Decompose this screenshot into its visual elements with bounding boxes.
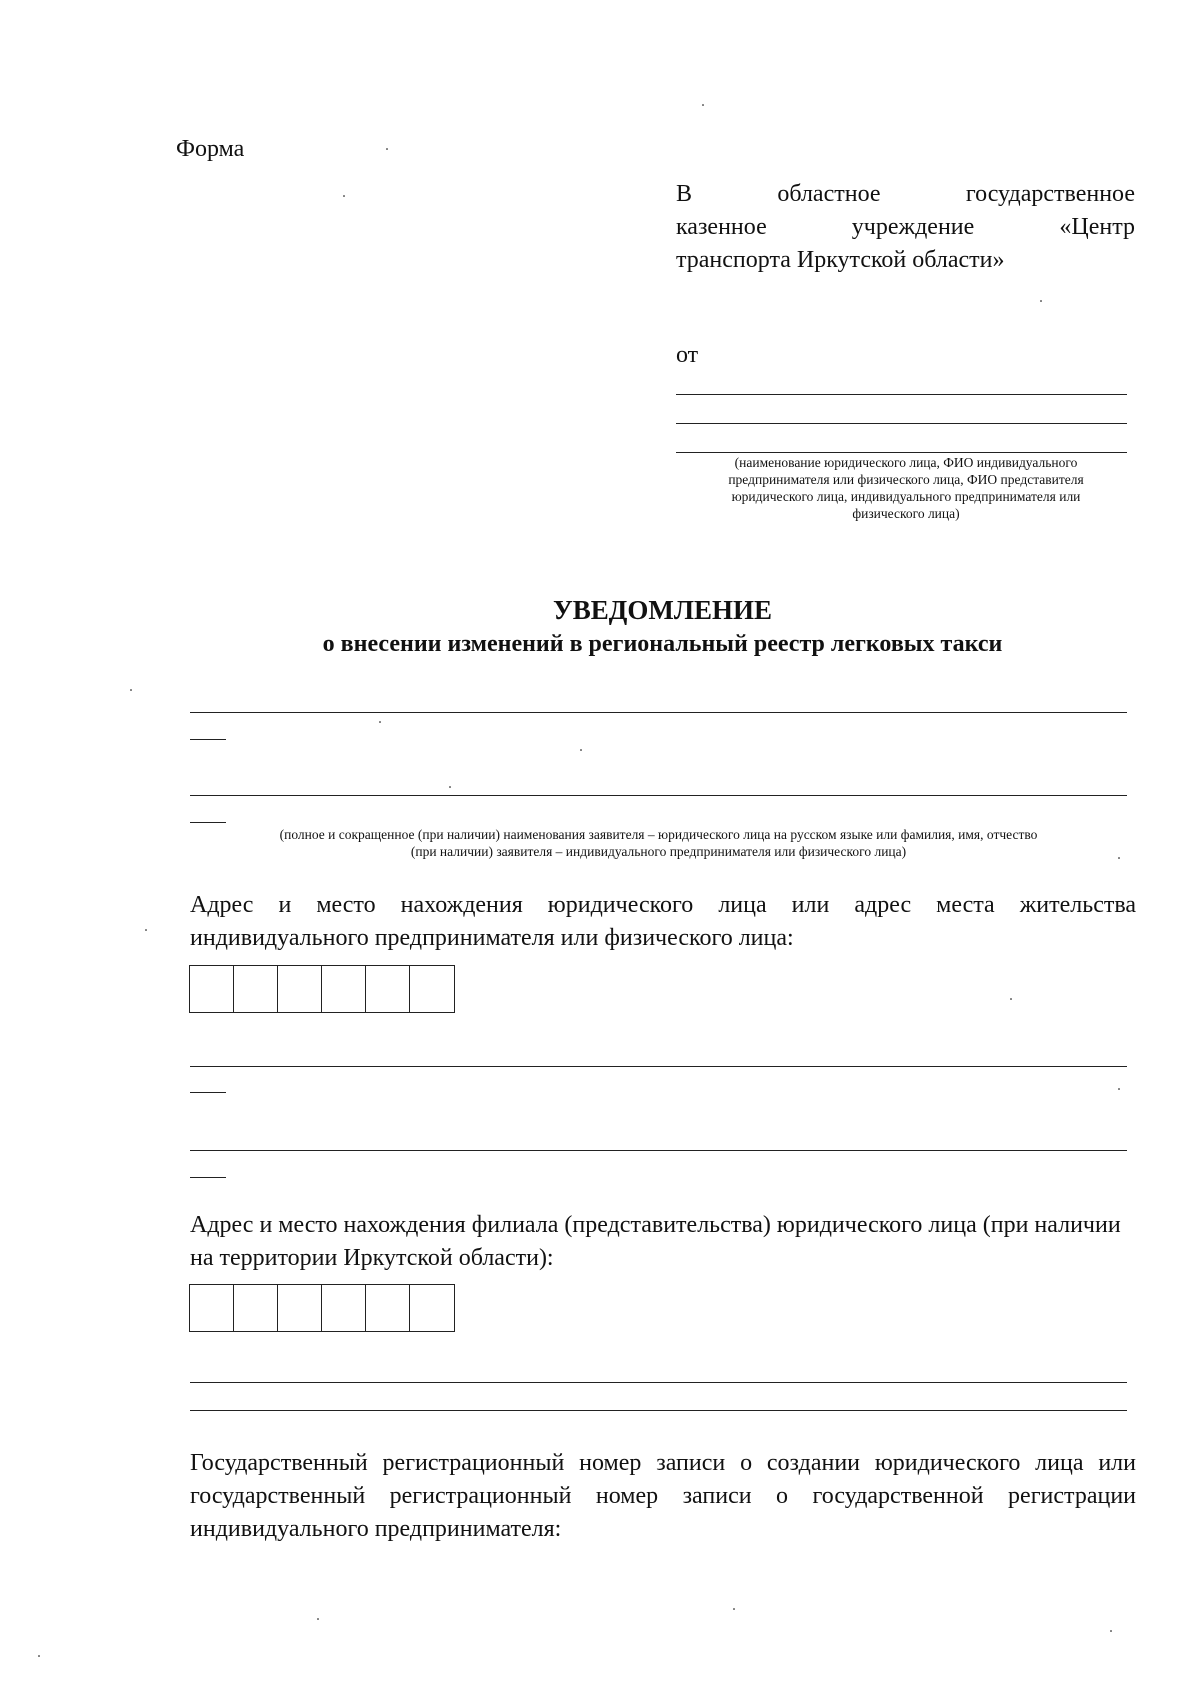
applicant-line-3[interactable] — [676, 452, 1127, 453]
form-label: Форма — [176, 136, 245, 162]
scan-speck — [1040, 300, 1042, 302]
addressee-line-1: В областное государственное — [676, 181, 1135, 207]
postcode-boxes-address[interactable] — [189, 965, 455, 1013]
postcode-cell[interactable] — [366, 1285, 410, 1331]
addressee-line-2: казенное учреждение «Центр — [676, 214, 1135, 240]
branch-heading-line-1: Адрес и место нахождения филиала (представительства) юридического лица (при наличии — [190, 1212, 1121, 1238]
applicant-caption-line-1: (наименование юридического лица, ФИО индивидуального — [734, 455, 1078, 470]
applicant-name-caption — [190, 826, 1127, 860]
scan-speck — [1010, 998, 1012, 1000]
regnum-section — [190, 1447, 1136, 1546]
address-line-2-tail — [190, 1177, 226, 1178]
scan-speck — [379, 721, 381, 723]
scan-speck — [1118, 857, 1120, 859]
postcode-cell[interactable] — [410, 1285, 454, 1331]
address-heading-line-1: Адрес и место нахождения юридического лица или адрес места жительства — [190, 892, 1136, 918]
document-subtitle: о внесении изменений в региональный реестр легковых такси — [322, 631, 1003, 657]
scan-speck — [580, 749, 582, 751]
scan-speck — [702, 104, 704, 106]
postcode-cell[interactable] — [278, 966, 322, 1012]
branch-heading-line-2: на территории Иркутской области): — [190, 1245, 554, 1271]
applicant-line-1[interactable] — [676, 394, 1127, 395]
postcode-cell[interactable] — [322, 1285, 366, 1331]
address-line-2[interactable] — [190, 1150, 1127, 1151]
applicant-line-2[interactable] — [676, 423, 1127, 424]
scan-speck — [343, 195, 345, 197]
address-line-1-tail — [190, 1092, 226, 1093]
address-heading-line-2: индивидуального предпринимателя или физического лица: — [190, 925, 794, 951]
scan-speck — [38, 1655, 40, 1657]
branch-section — [190, 1209, 1136, 1275]
applicant-name-line-1[interactable] — [190, 712, 1127, 713]
scan-speck — [449, 786, 451, 788]
document-title: УВЕДОМЛЕНИЕ — [552, 595, 773, 625]
scan-speck — [733, 1608, 735, 1610]
applicant-caption-line-3: юридического лица, индивидуального предпринимателя или — [731, 489, 1081, 504]
scan-speck — [386, 148, 388, 150]
from-label: от — [676, 342, 699, 368]
applicant-caption-line-2: предпринимателя или физического лица, ФИО представителя — [728, 472, 1084, 487]
postcode-cell[interactable] — [322, 966, 366, 1012]
applicant-name-line-2-tail — [190, 822, 226, 823]
addressee-block — [676, 178, 1135, 277]
regnum-heading-line-3: индивидуального предпринимателя: — [190, 1516, 562, 1542]
regnum-heading-line-2: государственный регистрационный номер записи о государственной регистрации — [190, 1483, 1136, 1509]
regnum-heading-line-1: Государственный регистрационный номер записи о создании юридического лица или — [190, 1450, 1136, 1476]
addressee-line-3: транспорта Иркутской области» — [676, 247, 1005, 273]
postcode-cell[interactable] — [278, 1285, 322, 1331]
applicant-caption-line-4: физического лица) — [852, 506, 960, 521]
applicant-name-caption-line-2: (при наличии) заявителя – индивидуального предпринимателя или физического лица) — [410, 844, 907, 859]
postcode-cell[interactable] — [366, 966, 410, 1012]
applicant-name-line-2[interactable] — [190, 795, 1127, 796]
applicant-name-caption-line-1: (полное и сокращенное (при наличии) наименования заявителя – юридического лица на русском языке или фамилия, имя, отчество — [279, 827, 1038, 842]
postcode-cell[interactable] — [234, 966, 278, 1012]
applicant-name-line-1-tail — [190, 739, 226, 740]
postcode-cell[interactable] — [234, 1285, 278, 1331]
applicant-caption — [676, 454, 1136, 522]
address-line-1[interactable] — [190, 1066, 1127, 1067]
postcode-boxes-branch[interactable] — [189, 1284, 455, 1332]
scan-speck — [1110, 1630, 1112, 1632]
scan-speck — [145, 929, 147, 931]
scan-speck — [317, 1618, 319, 1620]
postcode-cell[interactable] — [410, 966, 454, 1012]
postcode-cell[interactable] — [190, 1285, 234, 1331]
scan-speck — [130, 689, 132, 691]
branch-line-2[interactable] — [190, 1410, 1127, 1411]
scan-speck — [1118, 1088, 1120, 1090]
address-section — [190, 889, 1136, 955]
postcode-cell[interactable] — [190, 966, 234, 1012]
branch-line-1[interactable] — [190, 1382, 1127, 1383]
